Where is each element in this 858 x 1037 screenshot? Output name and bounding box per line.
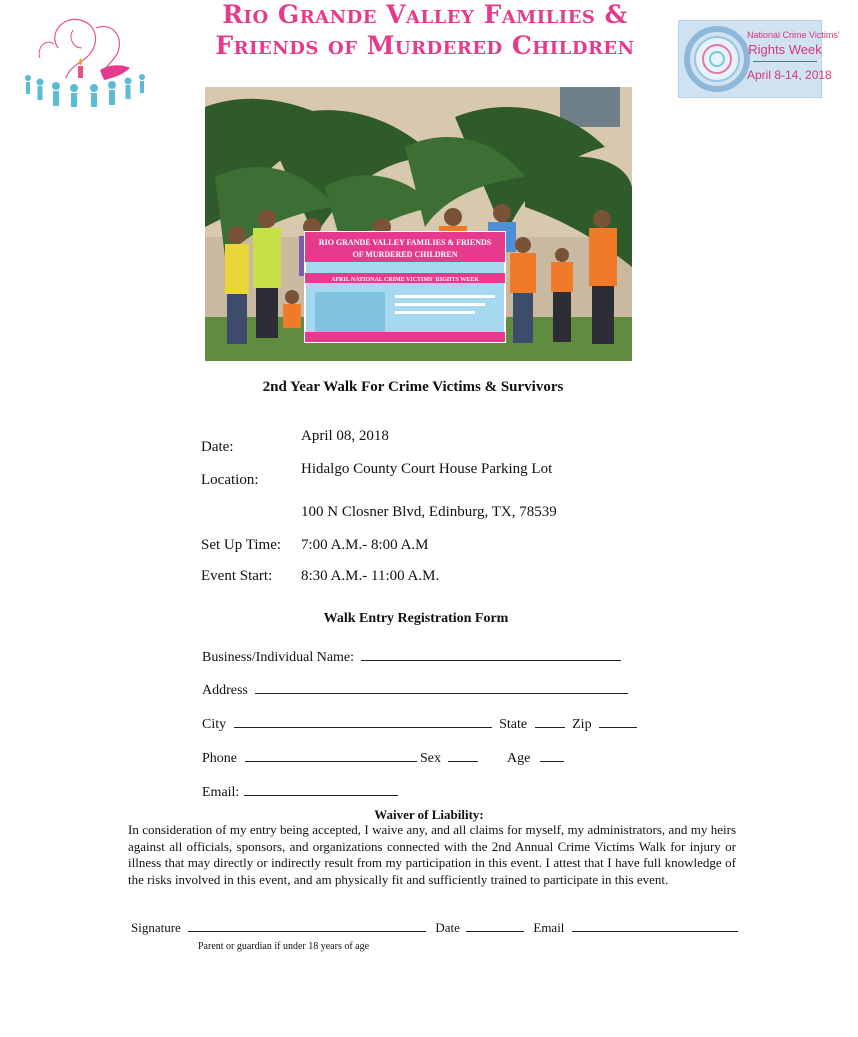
event-heading: 2nd Year Walk For Crime Victims & Survivors (262, 379, 564, 395)
zip-label: Zip (572, 717, 592, 732)
organization-title-line2: Friends of Murdered Children (215, 31, 635, 60)
state-label: State (499, 717, 528, 732)
city-input-line[interactable] (234, 713, 492, 728)
address-field-row (202, 679, 628, 699)
event-start-label: Event Start: (201, 568, 273, 584)
phone-input-line[interactable] (245, 747, 417, 762)
state-input-line[interactable] (535, 713, 565, 728)
organization-logo (18, 8, 153, 108)
rights-week-badge (678, 20, 840, 98)
location-line2: 100 N Closner Blvd, Edinburg, TX, 78539 (301, 504, 557, 520)
address-input-line[interactable] (255, 679, 628, 694)
email-input-line[interactable] (244, 781, 398, 796)
name-input-line[interactable] (361, 646, 621, 661)
banner-title-line2: OF MURDERED CHILDREN (352, 250, 458, 259)
organization-title-line1: Rio Grande Valley Families & (222, 0, 628, 29)
circle-emblem-icon (682, 24, 752, 94)
event-start-value: 8:30 A.M.- 11:00 A.M. (301, 568, 440, 584)
city-field-row (202, 713, 637, 733)
signature-date-label: Date (435, 920, 460, 935)
signature-label: Signature (131, 920, 181, 935)
signature-date-input-line[interactable] (466, 919, 524, 932)
age-label: Age (507, 751, 531, 766)
registration-form-heading: Walk Entry Registration Form (323, 611, 509, 626)
guardian-note: Parent or guardian if under 18 years of age (198, 941, 370, 952)
badge-line1: National Crime Victims' (747, 30, 840, 40)
date-label: Date: (201, 439, 234, 455)
name-field-row (202, 646, 621, 666)
waiver-text: In consideration of my entry being accepted, I waive any, and all claims for myself, my administrators, and my heirs against all officials, sponsors, and organizations connected with the 2nd Annual Crime Victims Walk for injury or illness that may directly or indirectly result from my participation in this event. I attest that I have full knowledge of the risks involved in this event, and am physically fit and sufficiently trained to participate in this event. (128, 822, 736, 887)
city-label: City (202, 717, 227, 732)
signature-email-label: Email (533, 920, 565, 935)
waiver-heading: Waiver of Liability: (374, 807, 484, 822)
signature-input-line[interactable] (188, 919, 426, 932)
group-photo (205, 87, 632, 361)
phone-field-row (202, 747, 564, 767)
setup-time-label: Set Up Time: (201, 537, 282, 553)
email-field-row (202, 781, 398, 801)
address-label: Address (202, 683, 248, 698)
banner-title-line1: RIO GRANDE VALLEY FAMILIES & FRIENDS (318, 238, 492, 247)
banner-subtitle: APRIL NATIONAL CRIME VICTIMS' RIGHTS WEEK (331, 277, 479, 283)
phone-label: Phone (202, 751, 237, 766)
badge-divider (753, 61, 817, 62)
name-label: Business/Individual Name: (202, 650, 355, 665)
signature-row (131, 919, 738, 936)
email-label: Email: (202, 785, 240, 800)
location-line1: Hidalgo County Court House Parking Lot (301, 461, 553, 477)
signature-email-input-line[interactable] (572, 919, 738, 932)
sex-input-line[interactable] (448, 747, 478, 762)
setup-time-value: 7:00 A.M.- 8:00 A.M (301, 537, 429, 553)
location-label: Location: (201, 472, 259, 488)
zip-input-line[interactable] (599, 713, 637, 728)
badge-line2: Rights Week (748, 42, 822, 57)
age-input-line[interactable] (540, 747, 564, 762)
badge-line3: April 8-14, 2018 (747, 68, 832, 82)
sex-label: Sex (420, 751, 441, 766)
date-value: April 08, 2018 (301, 428, 389, 444)
